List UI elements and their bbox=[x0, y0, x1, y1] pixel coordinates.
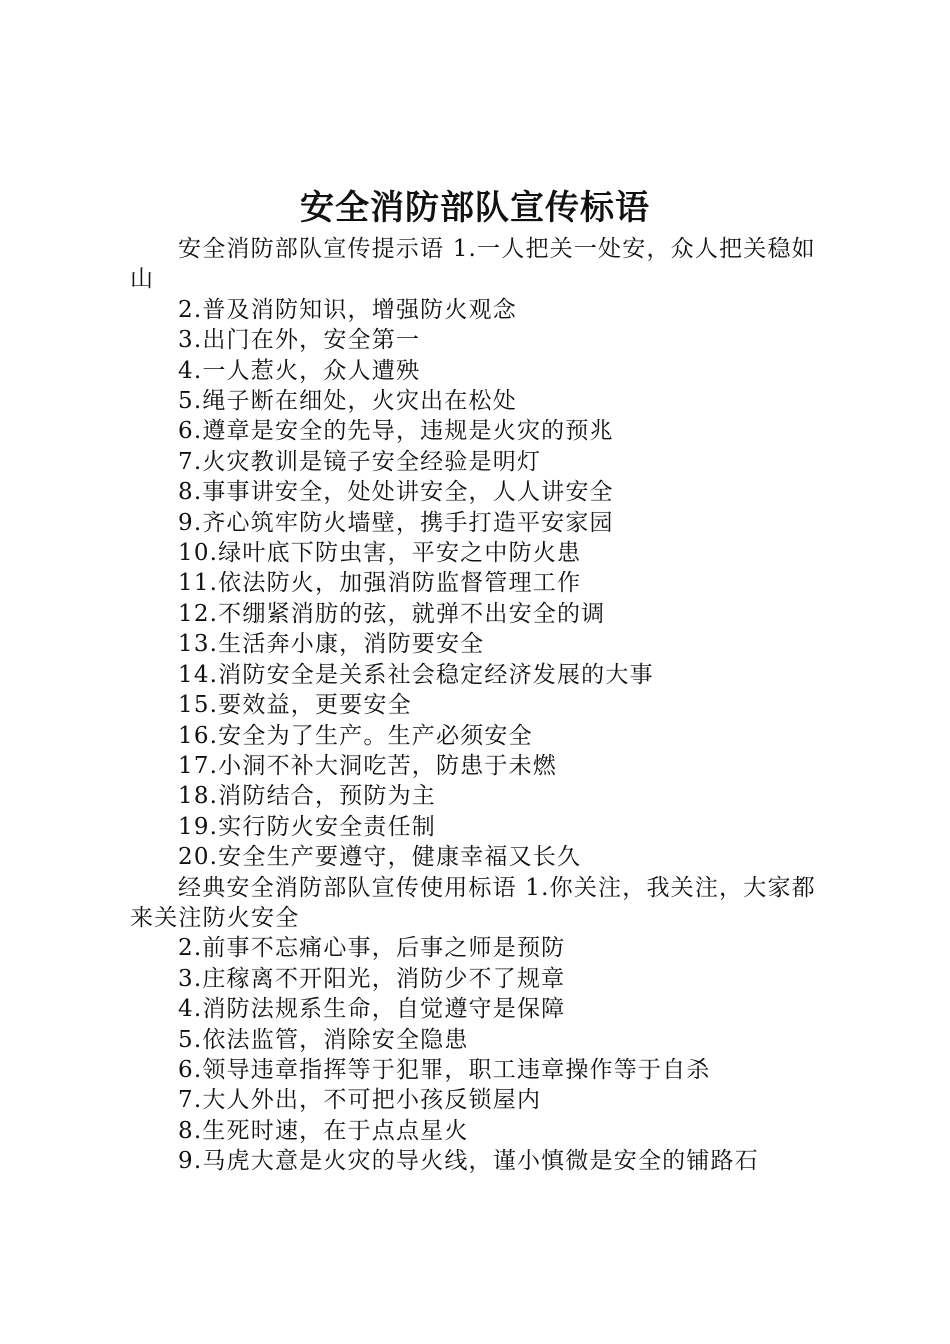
list-item: 16.安全为了生产。生产必须安全 bbox=[178, 722, 533, 749]
list-item: 6.领导违章指挥等于犯罪，职工违章操作等于自杀 bbox=[178, 1056, 711, 1083]
list-item: 9.齐心筑牢防火墙壁，携手打造平安家园 bbox=[178, 509, 614, 536]
list-item: 19.实行防火安全责任制 bbox=[178, 813, 436, 840]
list-item: 3.出门在外，安全第一 bbox=[178, 327, 421, 354]
list-item: 3.庄稼离不开阳光，消防少不了规章 bbox=[178, 965, 566, 992]
list-item: 18.消防结合，预防为主 bbox=[178, 783, 436, 810]
list-item: 14.消防安全是关系社会稳定经济发展的大事 bbox=[178, 661, 654, 688]
list-item: 11.依法防火，加强消防监督管理工作 bbox=[178, 570, 582, 597]
list-item: 4.消防法规系生命，自觉遵守是保障 bbox=[178, 996, 566, 1023]
list-item: 12.不绷紧消肪的弦，就弹不出安全的调 bbox=[178, 600, 606, 627]
section2-intro: 经典安全消防部队宣传使用标语 1.你关注，我关注，大家都来关注防火安全 bbox=[130, 874, 816, 931]
list-item: 2.普及消防知识，增强防火观念 bbox=[178, 296, 517, 323]
list-item: 15.要效益，更要安全 bbox=[178, 692, 412, 719]
list-item: 5.绳子断在细处，火灾出在松处 bbox=[178, 388, 517, 415]
document-title: 安全消防部队宣传标语 bbox=[300, 188, 650, 228]
section1-list bbox=[130, 295, 835, 873]
list-item: 17.小洞不补大洞吃苦，防患于未燃 bbox=[178, 752, 557, 779]
list-item: 5.依法监管，消除安全隐患 bbox=[178, 1026, 469, 1053]
section1-intro: 安全消防部队宣传提示语 1.一人把关一处安，众人把关稳如山 bbox=[130, 236, 816, 293]
list-item: 8.生死时速，在于点点星火 bbox=[178, 1117, 469, 1144]
list-item: 13.生活奔小康，消防要安全 bbox=[178, 631, 485, 658]
section2-list bbox=[130, 933, 835, 1176]
list-item: 8.事事讲安全，处处讲安全，人人讲安全 bbox=[178, 479, 614, 506]
document-body bbox=[130, 234, 835, 1177]
list-item: 7.火灾教训是镜子安全经验是明灯 bbox=[178, 448, 542, 475]
list-item: 7.大人外出，不可把小孩反锁屋内 bbox=[178, 1087, 542, 1114]
list-item: 2.前事不忘痛心事，后事之师是预防 bbox=[178, 935, 566, 962]
list-item: 4.一人惹火，众人遭殃 bbox=[178, 357, 421, 384]
list-item: 6.遵章是安全的先导，违规是火灾的预兆 bbox=[178, 418, 614, 445]
list-item: 10.绿叶底下防虫害，平安之中防火患 bbox=[178, 540, 582, 567]
list-item: 9.马虎大意是火灾的导火线，谨小慎微是安全的铺路石 bbox=[178, 1148, 759, 1175]
list-item: 20.安全生产要遵守，健康幸福又长久 bbox=[178, 844, 582, 871]
